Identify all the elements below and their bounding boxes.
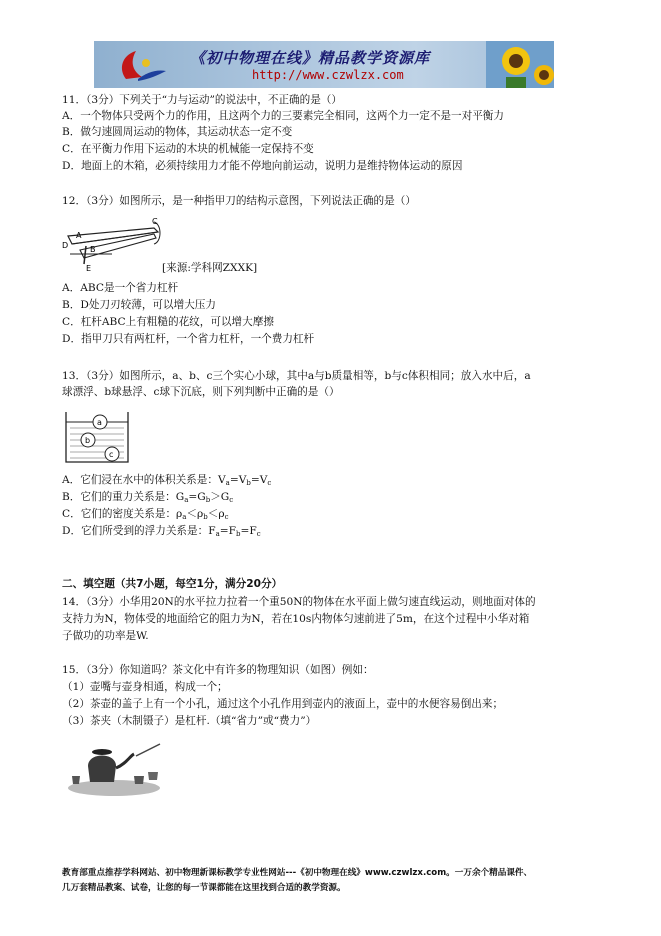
q11-option-c: C．在平衡力作用下运动的木块的机械能一定保持不变 <box>62 143 314 155</box>
fig-label-c: C <box>152 217 158 226</box>
q14-line3: 子做功的功率是W. <box>62 630 149 642</box>
q13-option-a: A．它们浸在水中的体积关系是：$V_a=V_b=V_c$ <box>62 474 272 487</box>
q14-line1: 14．（3分）小华用20N的水平拉力拉着一个重50N的物体在水平面上做匀速直线运动，则地面对体的 <box>62 596 536 608</box>
fig-label-b: B <box>90 245 96 254</box>
q11-option-a: A．一个物体只受两个力的作用，且这两个力的三要素完全相同，这两个力一定不是一对平衡力 <box>62 110 504 122</box>
q12-option-c: C．杠杆ABC上有粗糙的花纹，可以增大摩擦 <box>62 316 274 328</box>
nail-clipper-figure <box>62 214 164 272</box>
q12-source: [来源:学科网ZXXK] <box>162 262 258 274</box>
q11-stem: 11．（3分）下列关于“力与运动”的说法中，不正确的是（） <box>62 94 342 106</box>
q13-option-d: D．它们所受到的浮力关系是：$F_a=F_b=F_c$ <box>62 525 261 538</box>
banner-url: http://www.czwlzx.com <box>252 68 404 82</box>
q13-option-b: B．它们的重力关系是：$G_a=G_b>G_c$ <box>62 491 234 504</box>
q15-stem: 15．（3分）你知道吗？茶文化中有许多的物理知识（如图）例如： <box>62 664 374 676</box>
site-logo <box>108 45 178 85</box>
q12-option-d: D．指甲刀只有两杠杆，一个省力杠杆，一个费力杠杆 <box>62 333 315 345</box>
ball-label-c: c <box>109 450 114 459</box>
fig-label-d: D <box>62 241 69 250</box>
q11-option-b: B．做匀速圆周运动的物体，其运动状态一定不变 <box>62 126 293 138</box>
q14-line2: 支持力为N，物体受的地面给它的阻力为N，若在10s内物体匀速前进了5m，在这个过程中小华对箱 <box>62 613 530 625</box>
q15-part1: （1）壶嘴与壶身相通，构成一个； <box>62 681 228 693</box>
banner-title: 《初中物理在线》精品教学资源库 <box>190 49 431 67</box>
fig-label-e: E <box>86 264 92 272</box>
q15-part2: （2）茶壶的盖子上有一个小孔，通过这个小孔作用到壶内的液面上，壶中的水便容易倒出来； <box>62 698 504 710</box>
fig-label-a: A <box>76 231 82 240</box>
q12-option-b: B．D处刀刃较薄，可以增大压力 <box>62 299 216 311</box>
q15-part3: （3）茶夹（木制镊子）是杠杆.（填“省力”或“费力”） <box>62 715 317 727</box>
tea-set-image <box>64 736 164 798</box>
q13-stem-line1: 13．（3分）如图所示，a、b、c三个实心小球，其中a与b质量相等，b与c体积相同；放入水中后，a <box>62 370 531 382</box>
ball-label-a: a <box>97 418 102 427</box>
header-banner <box>94 41 554 88</box>
section-heading-fill-in: 二、填空题（共7小题，每空1分，满分20分） <box>62 578 283 590</box>
footer-line1: 教育部重点推荐学科网站、初中物理新课标教学专业性网站---《初中物理在线》www.czwlzx.com。一万余个精品课件、 <box>62 868 533 878</box>
ball-label-b: b <box>85 436 91 445</box>
q12-option-a: A．ABC是一个省力杠杆 <box>62 282 179 294</box>
q13-stem-line2: 球漂浮、b球悬浮、c球下沉底，则下列判断中正确的是（） <box>62 386 340 398</box>
q12-stem: 12．（3分）如图所示，是一种指甲刀的结构示意图，下列说法正确的是（） <box>62 195 416 207</box>
sunflower-image <box>486 41 554 88</box>
q13-option-c: C．它们的密度关系是：$\rho_a<\rho_b<\rho_c$ <box>62 508 229 521</box>
footer-line2: 几万套精品教案、试卷，让您的每一节课都能在这里找到合适的教学资源。 <box>62 883 346 893</box>
water-tank-figure <box>64 408 130 464</box>
q11-option-d: D．地面上的木箱，必须持续用力才能不停地向前运动，说明力是维持物体运动的原因 <box>62 160 463 172</box>
